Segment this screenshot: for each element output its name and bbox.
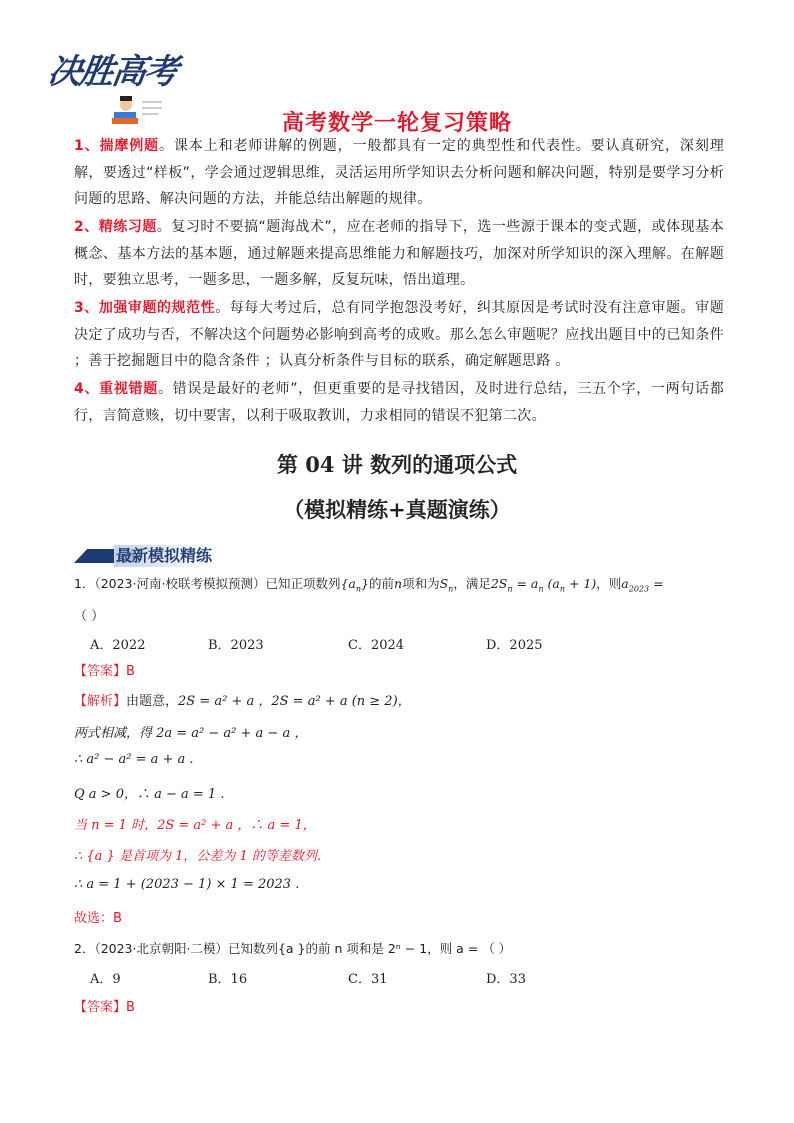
q2-answer: 【答案】B [74,1000,135,1015]
strategy-3: 3、加强审题的规范性。每每大考过后，总有同学抱怨没考好，纠其原因是考试时没有注意审题。审题决定了成功与否，不解决这个问题势必影响到高考的成败。那么怎么审题呢？应找出题目中的已知条件 ；善于挖掘题目中的隐含条件 ；认真分析条件与目标的联系，确定解题思路 。 [74,300,724,369]
q1-option-b[interactable]: B．2023 [208,638,264,653]
q2-option-d[interactable]: D．33 [486,972,526,987]
strategy-1: 1、揣摩例题。课本上和老师讲解的例题，一般都具有一定的典型性和代表性。要认真研究，深刻理解，要透过“样板”，学会通过逻辑思维，灵活运用所学知识去分析问题和解决问题，特别是要学习分析问题的思路、解决问题的方法，并能总结出解题的规律。 [74,138,724,207]
q2-option-b[interactable]: B．16 [208,972,248,987]
strategy-2: 2、精练习题。复习时不要搞“题海战术”，应在老师的指导下，选一些源于课本的变式题，或体现基本概念、基本方法的基本题，通过解题来提高思维能力和解题技巧，加深对所学知识的深入理解。在解题时，要独立思考，一题多思，一题多解，反复玩味，悟出道理。 [74,219,724,288]
q2-options [74,968,724,986]
q1-choice: 故选：B [74,911,122,926]
q2-option-c[interactable]: C．31 [348,972,388,987]
section-header [74,545,264,565]
q1-options [74,634,724,652]
lecture-subtitle: （模拟精练+真题演练） [283,497,511,522]
q1-option-a[interactable]: A．2022 [90,638,146,653]
lecture-title: 第 04 讲 数列的通项公式 [276,452,518,477]
q2-option-a[interactable]: A．9 [90,972,121,987]
q1-analysis-line-2: 两式相减，得 2a = a² − a² + a − a ， [74,726,308,741]
strategy-4: 4、重视错题。错误是最好的老师”，但更重要的是寻找错因，及时进行总结，三五个字，一两句话都行，言简意赅，切中要害，以利于吸取教训，力求相同的错误不犯第二次。 [74,381,725,424]
q1-blank: （ ） [74,609,105,624]
q1-analysis-line-7: ∴ a = 1 + (2023 − 1) × 1 = 2023 . [74,877,300,892]
q1-analysis-line-3: ∴ a² − a² = a + a . [74,752,194,767]
q1-analysis-line-4: Q a > 0，∴ a − a = 1 . [74,787,225,802]
q1-stem: 1．（2023·河南·校联考模拟预测）已知正项数列$\{a_n\}$的前n项和为$S_n$，满足$2S_n = a_n$ $(a_n + 1)$，则$a_{2023}$ = [74,576,664,594]
q2-stem: 2．（2023·北京朝阳·二模）已知数列{a }的前 n 项和是 2ⁿ − 1，则 a = （ ） [74,941,512,956]
main-title: 高考数学一轮复习策略 [281,111,512,136]
q1-analysis-line-1: 【解析】由题意，2S = a² + a ，2S = a² + a (n ≥ 2)， [74,694,411,709]
q1-answer: 【答案】B [74,664,135,679]
q1-option-d[interactable]: D．2025 [486,638,543,653]
section-label: 最新模拟精练 [114,545,218,567]
q1-analysis-line-5: 当 n = 1 时，2S = a² + a ，∴ a = 1， [74,818,316,833]
q1-option-c[interactable]: C．2024 [348,638,405,653]
logo-text: 决胜高考 [45,52,179,92]
q1-analysis-line-6: ∴ {a } 是首项为 1，公差为 1 的等差数列. [74,849,322,864]
